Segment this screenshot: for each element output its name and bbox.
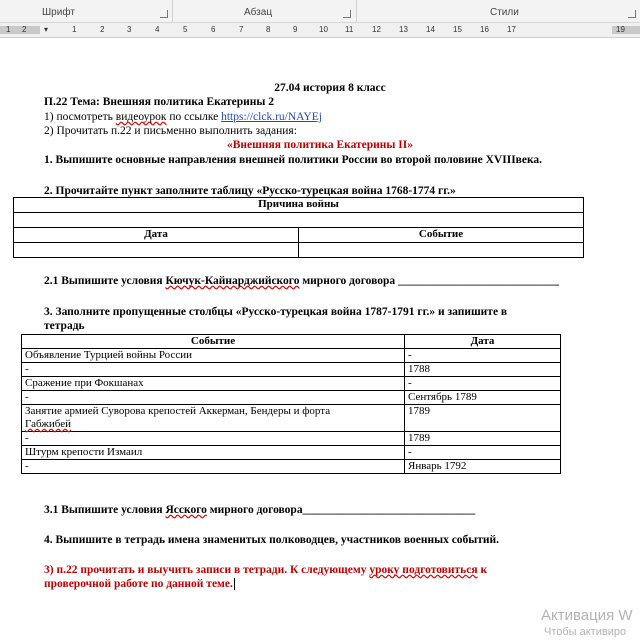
- video-link[interactable]: https://clck.ru/NAYEj: [221, 111, 322, 123]
- war-1768-table: [13, 197, 584, 258]
- question-2: 2. Прочитайте пункт заполните таблицу «Русско-турецкая война 1768-1774 гг.»: [44, 185, 456, 197]
- paragraph-dialog-launcher-icon[interactable]: [343, 10, 351, 18]
- red-title: «Внешняя политика Екатерины II»: [227, 139, 413, 151]
- ruler-tick: 9: [293, 25, 298, 34]
- ruler-indent-marker[interactable]: ▾: [44, 25, 49, 34]
- date-cell[interactable]: 1789: [405, 432, 561, 446]
- table-row: [22, 460, 561, 474]
- event-cell[interactable]: -: [22, 391, 405, 405]
- date-cell[interactable]: Сентябрь 1789: [405, 391, 561, 405]
- ruler-tick: 6: [211, 25, 216, 34]
- event-cell[interactable]: Сражение при Фокшанах: [22, 377, 405, 391]
- table-row: [22, 405, 561, 432]
- ruler-tick: 17: [507, 25, 516, 34]
- date-cell[interactable]: 1788: [405, 363, 561, 377]
- table-row: [22, 377, 561, 391]
- table-row: [22, 391, 561, 405]
- ribbon-group-paragraph[interactable]: Абзац: [244, 7, 273, 18]
- event-cell[interactable]: Объявление Турцией войны России: [22, 349, 405, 363]
- activation-watermark-subtitle: Чтобы активиро: [544, 626, 627, 638]
- ribbon-separator: [172, 0, 173, 22]
- ruler-tick: 12: [372, 25, 381, 34]
- ruler-tick: 3: [127, 25, 132, 34]
- date-cell[interactable]: -: [405, 377, 561, 391]
- ruler-tick: 4: [155, 25, 160, 34]
- event-cell[interactable]: -: [22, 363, 405, 377]
- topic-line: П.22 Тема: Внешняя политика Екатерины 2: [44, 96, 275, 108]
- ruler-tick: 2: [100, 25, 105, 34]
- date-cell[interactable]: -: [405, 446, 561, 460]
- question-3-line-2: тетрадь: [44, 320, 85, 332]
- date-cell[interactable]: -: [405, 349, 561, 363]
- homework-line-2: проверочной работе по данной теме.: [44, 578, 233, 590]
- task-1-line: 1) посмотреть видеоурок по ссылке https://clck.ru/NAYEj: [44, 111, 322, 123]
- ruler-tick: 5: [183, 25, 188, 34]
- font-dialog-launcher-icon[interactable]: [160, 10, 168, 18]
- event-header: Событие: [299, 228, 584, 243]
- table-row: [22, 349, 561, 363]
- ruler-tick: 2: [22, 25, 27, 34]
- date-cell[interactable]: [14, 243, 299, 258]
- document-page[interactable]: [0, 38, 640, 641]
- ruler-tick: 13: [399, 25, 408, 34]
- ruler-tick: 19: [616, 25, 625, 34]
- homework-line-1: 3) п.22 прочитать и выучить записи в тетради. К следующему уроку подготовиться к: [44, 564, 488, 576]
- question-1: 1. Выпишите основные направления внешней политики России во второй половине XVIIIвека.: [44, 154, 543, 166]
- ruler-tick: 15: [453, 25, 462, 34]
- event-cell[interactable]: Штурм крепости Измаил: [22, 446, 405, 460]
- question-3-line-1: 3. Заполните пропущенные столбцы «Русско-турецкая война 1787-1791 гг.» и запишите в: [44, 306, 508, 318]
- table-row: [22, 446, 561, 460]
- ruler-tick: 7: [239, 25, 244, 34]
- ruler-tick: 11: [345, 25, 354, 34]
- ruler-tick: 1: [72, 25, 77, 34]
- ruler-tick: 10: [319, 25, 328, 34]
- ruler-tick: 1: [6, 25, 11, 34]
- table-row: [22, 432, 561, 446]
- event-header: Событие: [22, 335, 405, 349]
- date-cell[interactable]: 1789: [405, 405, 561, 432]
- ribbon-group-font[interactable]: Шрифт: [42, 7, 75, 18]
- event-cell[interactable]: [299, 243, 584, 258]
- war-1787-table: [21, 334, 561, 474]
- cause-cell[interactable]: [14, 213, 584, 228]
- date-header: Дата: [14, 228, 299, 243]
- event-cell[interactable]: Занятие армией Суворова крепостей Аккерман, Бендеры и форта Габжибей: [22, 405, 405, 432]
- ruler-tick: 16: [480, 25, 489, 34]
- activation-watermark-title: Активация W: [541, 607, 633, 624]
- ribbon-group-styles[interactable]: Стили: [490, 7, 519, 18]
- date-line: 27.04 история 8 класс: [274, 82, 386, 94]
- event-cell[interactable]: -: [22, 432, 405, 446]
- date-header: Дата: [405, 335, 561, 349]
- question-2-1: 2.1 Выпишите условия Кючук-Кайнарджийского мирного договора ____________________________: [44, 275, 560, 287]
- ribbon: [0, 0, 640, 23]
- ribbon-separator: [356, 0, 357, 22]
- task-2-line: 2) Прочитать п.22 и письменно выполнить задания:: [44, 125, 297, 137]
- event-cell[interactable]: -: [22, 460, 405, 474]
- horizontal-ruler[interactable]: [0, 23, 640, 38]
- styles-dialog-launcher-icon[interactable]: [628, 10, 636, 18]
- date-cell[interactable]: Январь 1792: [405, 460, 561, 474]
- question-3-1: 3.1 Выпишите условия Ясского мирного договора______________________________: [44, 504, 476, 516]
- ruler-tick: 8: [266, 25, 271, 34]
- text-cursor: [234, 578, 235, 590]
- question-4: 4. Выпишите в тетрадь имена знаменитых полководцев, участников военных событий.: [44, 534, 500, 546]
- ruler-tick: 14: [426, 25, 435, 34]
- table-row: [22, 363, 561, 377]
- cause-header: Причина войны: [14, 198, 584, 213]
